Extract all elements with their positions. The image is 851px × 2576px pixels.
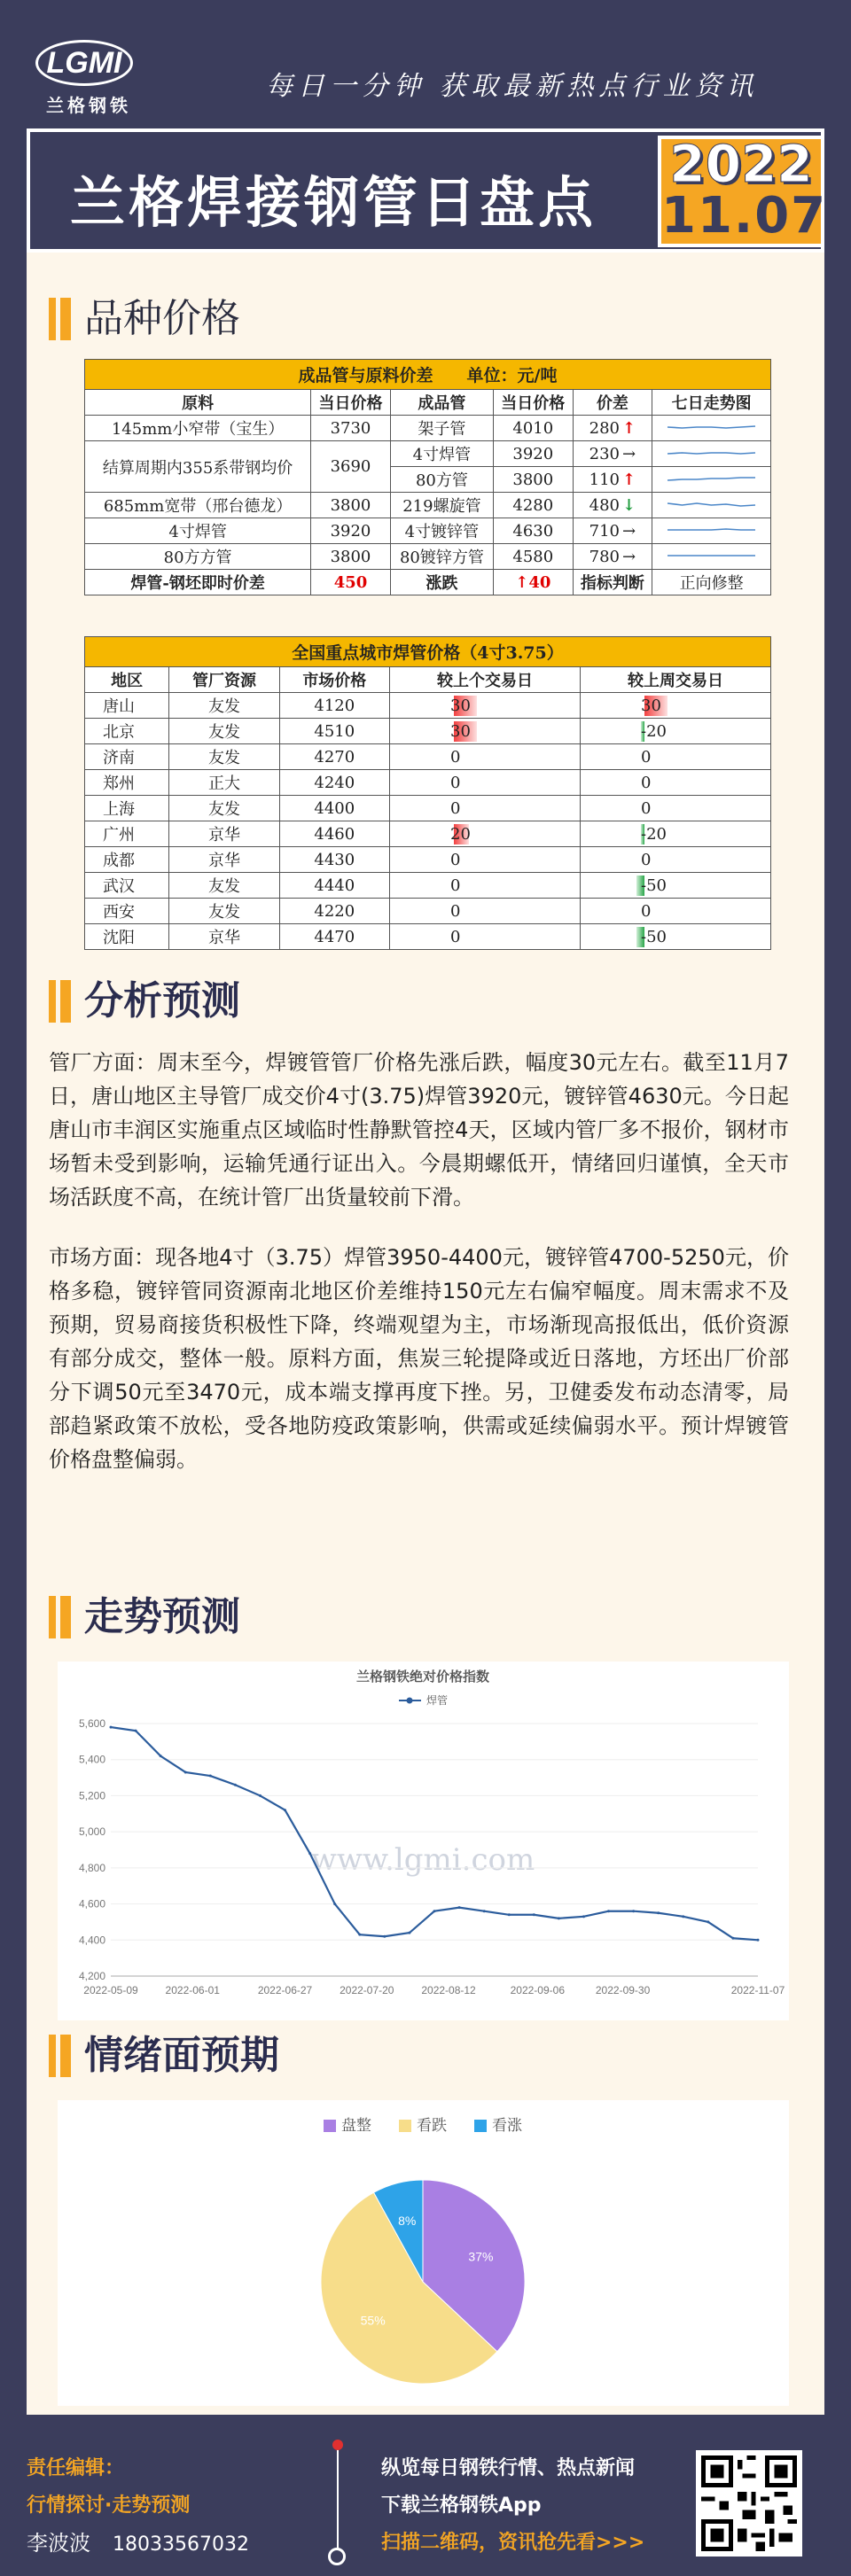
change-cell: [581, 693, 771, 719]
table-caption: 全国重点城市焊管价格（4寸3.75）: [85, 637, 771, 667]
column-header: 价差: [573, 390, 652, 416]
slice-label: 8%: [398, 2213, 417, 2228]
raw-price-cell: 3730: [311, 416, 391, 441]
mill-cell: 友发: [169, 796, 279, 821]
city-cell: 上海: [85, 796, 169, 821]
spread-cell: [573, 544, 652, 570]
price-cell: 4440: [279, 873, 389, 899]
data-point: [682, 1915, 684, 1918]
price-cell: 4220: [279, 899, 389, 924]
table-row: [85, 770, 771, 796]
change-cell: [390, 924, 581, 950]
change-cell: [581, 744, 771, 770]
change-value: 0: [450, 902, 461, 921]
raw-price-cell: 3920: [311, 518, 391, 544]
city-cell: 济南: [85, 744, 169, 770]
mill-cell: 友发: [169, 899, 279, 924]
sparkline-chart: [663, 495, 761, 515]
change-cell: [581, 847, 771, 873]
sparkline: [668, 529, 755, 530]
trend-arrow-icon: →: [622, 521, 636, 541]
change-value: 0: [450, 876, 461, 895]
date-badge: [658, 134, 828, 247]
table-row: [85, 441, 771, 467]
spread-value: 480: [589, 495, 621, 515]
mill-cell: 正大: [169, 770, 279, 796]
change-value: -20: [641, 825, 667, 844]
trend-arrow-icon: ↓: [622, 495, 636, 515]
product-cell: 架子管: [390, 416, 493, 441]
spread-table: [84, 359, 771, 595]
raw-price-cell: 3800: [311, 493, 391, 518]
sparkline-cell: [652, 416, 771, 441]
change-cell: [390, 873, 581, 899]
footer-judge-value: 正向修整: [652, 570, 771, 595]
editor-block: [27, 2450, 249, 2564]
footer-judge-label: 指标判断: [573, 570, 652, 595]
y-tick-label: 4,800: [78, 1861, 105, 1874]
sparkline-chart: [663, 418, 761, 438]
data-point: [707, 1920, 709, 1923]
table-row: [85, 899, 771, 924]
footer: [0, 2415, 851, 2576]
top-bar: [0, 0, 851, 124]
section-title: 情绪面预期: [84, 2033, 279, 2078]
legend-swatch: [399, 2120, 411, 2132]
change-value: 0: [641, 774, 652, 792]
table-row: [85, 518, 771, 544]
raw-price-cell: 3800: [311, 544, 391, 570]
footer-change-value: ↑40: [494, 570, 574, 595]
table-row: [85, 719, 771, 744]
column-header: 原料: [85, 390, 311, 416]
table-row: [85, 821, 771, 847]
data-point: [731, 1937, 734, 1940]
spread-value: 780: [589, 547, 621, 566]
date-day: 11.07: [661, 187, 828, 245]
slice-label: 37%: [468, 2249, 494, 2264]
section-bar-icon: [49, 1596, 70, 1638]
y-tick-label: 5,400: [78, 1753, 105, 1766]
x-tick-label: 2022-08-12: [421, 1984, 476, 1996]
product-cell: 80镀锌方管: [390, 544, 493, 570]
column-header: 七日走势图: [652, 390, 771, 416]
mill-cell: 友发: [169, 873, 279, 899]
data-point: [607, 1910, 610, 1912]
mill-cell: 友发: [169, 719, 279, 744]
page-title: 兰格焊接钢管日盘点: [70, 170, 597, 235]
data-point: [558, 1917, 560, 1919]
change-value: 0: [450, 851, 461, 869]
sparkline-cell: [652, 493, 771, 518]
mill-cell: 友发: [169, 744, 279, 770]
line-chart-svg: [58, 1662, 789, 2020]
city-price-table: [84, 636, 771, 950]
city-cell: 唐山: [85, 693, 169, 719]
table-row: [85, 873, 771, 899]
data-point: [508, 1913, 511, 1916]
x-tick-label: 2022-07-20: [340, 1984, 394, 1996]
city-cell: 西安: [85, 899, 169, 924]
change-value: 0: [641, 799, 652, 818]
column-header: 较上个交易日: [390, 667, 581, 693]
table-caption: 成品管与原料价差 单位：元/吨: [85, 360, 771, 390]
change-value: 0: [450, 799, 461, 818]
spread-cell: [573, 493, 652, 518]
change-cell: [581, 899, 771, 924]
sparkline: [668, 453, 755, 454]
table-row: [85, 416, 771, 441]
section-bar-icon: [49, 298, 70, 340]
city-cell: 北京: [85, 719, 169, 744]
trend-arrow-icon: ↑: [622, 470, 636, 489]
change-value: 0: [641, 902, 652, 921]
y-tick-label: 4,600: [78, 1897, 105, 1911]
sparkline: [668, 478, 755, 480]
sparkline-cell: [652, 441, 771, 467]
product-cell: 219螺旋管: [390, 493, 493, 518]
change-cell: [390, 693, 581, 719]
pie-chart-svg: [58, 2100, 789, 2406]
sparkline-chart: [663, 547, 761, 566]
qr-code-icon[interactable]: [696, 2450, 802, 2557]
price-cell: 4470: [279, 924, 389, 950]
y-tick-label: 5,200: [78, 1789, 105, 1802]
product-cell: 4寸焊管: [390, 441, 493, 467]
trend-chart: [58, 1662, 789, 2020]
data-point: [308, 1852, 311, 1855]
data-point: [209, 1775, 212, 1778]
analysis-mill: 管厂方面：周末至今，焊镀管管厂价格先涨后跌，幅度30元左右。截至11月7日，唐山地区主导管厂成交价4寸(3.75)焊管3920元，镀锌管4630元。今日起唐山市丰润区实施重点区域临时性静默管控4天，区域内管厂多不报价，钢材市场暂未受到影响，运输凭通行证出入。今晨期螺低开，情绪回归谨慎，全天市场活跃度不高，在统计管厂出货量较前下滑。: [49, 1050, 789, 1210]
spread-cell: [573, 416, 652, 441]
change-value: 30: [641, 697, 661, 715]
mill-cell: 京华: [169, 821, 279, 847]
spread-cell: [573, 441, 652, 467]
raw-material-cell: 结算周期内355系带钢均价: [85, 441, 311, 493]
column-header: 成品管: [390, 390, 493, 416]
divider: [337, 2446, 339, 2561]
x-tick-label: 2022-09-06: [510, 1984, 566, 1996]
product-cell: 80方管: [390, 467, 493, 493]
change-value: -20: [641, 722, 667, 741]
trend-arrow-icon: →: [622, 444, 636, 463]
promo-line-2: 下载兰格钢铁App: [381, 2494, 542, 2517]
data-point: [135, 1730, 137, 1732]
section-title: 品种价格: [84, 296, 240, 341]
product-price-cell: 4630: [494, 518, 574, 544]
column-header: 当日价格: [494, 390, 574, 416]
footer-value: 450: [311, 570, 391, 595]
table-header-row: [85, 667, 771, 693]
change-cell: [581, 796, 771, 821]
data-point: [234, 1784, 237, 1786]
sparkline: [668, 426, 755, 428]
logo-mark: LGMI: [35, 40, 133, 86]
sparkline-chart: [663, 521, 761, 541]
data-point: [657, 1911, 660, 1914]
legend-swatch: [474, 2120, 487, 2132]
change-cell: [581, 924, 771, 950]
data-point: [333, 1903, 336, 1905]
editor-role: 行情探讨·走势预测: [27, 2494, 191, 2517]
y-tick-label: 5,000: [78, 1825, 105, 1839]
promo-line-3[interactable]: 扫描二维码，资讯抢先看>>>: [381, 2532, 645, 2554]
x-tick-label: 2022-09-30: [595, 1984, 651, 1996]
change-value: -50: [641, 928, 667, 946]
chart-title: 兰格钢铁绝对价格指数: [355, 1669, 490, 1685]
city-cell: 郑州: [85, 770, 169, 796]
editor-phone: 18033567032: [113, 2533, 249, 2556]
change-cell: [581, 873, 771, 899]
data-point: [533, 1913, 535, 1916]
change-cell: [390, 796, 581, 821]
data-point: [408, 1932, 410, 1934]
column-header: 地区: [85, 667, 169, 693]
spread-cell: [573, 518, 652, 544]
table-row: [85, 744, 771, 770]
y-tick-label: 4,400: [78, 1934, 105, 1947]
section-bar-icon: [49, 2035, 70, 2077]
city-cell: 广州: [85, 821, 169, 847]
change-value: 0: [641, 748, 652, 767]
sparkline-cell: [652, 518, 771, 544]
raw-material-cell: 145mm小窄带（宝生）: [85, 416, 311, 441]
change-value: 0: [450, 928, 461, 946]
column-header: 市场价格: [279, 667, 389, 693]
data-point: [582, 1915, 585, 1918]
trend-arrow-icon: →: [622, 547, 636, 566]
price-cell: 4240: [279, 770, 389, 796]
data-point: [184, 1771, 187, 1773]
price-cell: 4270: [279, 744, 389, 770]
price-cell: 4430: [279, 847, 389, 873]
editor-label: 责任编辑：: [27, 2457, 125, 2479]
sparkline-chart: [663, 470, 761, 489]
change-cell: [390, 770, 581, 796]
editor-contact: [27, 2525, 249, 2564]
table-footer-row: [85, 570, 771, 595]
series-line: [111, 1727, 758, 1940]
data-point: [483, 1910, 486, 1912]
change-cell: [390, 719, 581, 744]
change-cell: [390, 899, 581, 924]
price-cell: 4510: [279, 719, 389, 744]
table-row: [85, 847, 771, 873]
x-tick-label: 2022-06-01: [165, 1984, 220, 1996]
spread-cell: [573, 467, 652, 493]
footer-label: 焊管-钢坯即时价差: [85, 570, 311, 595]
x-tick-label: 2022-06-27: [257, 1984, 313, 1996]
legend-marker: [407, 1698, 413, 1704]
change-value: 20: [450, 825, 471, 844]
change-value: 30: [450, 697, 471, 715]
city-cell: 武汉: [85, 873, 169, 899]
mill-cell: 京华: [169, 924, 279, 950]
spread-value: 280: [589, 418, 621, 438]
change-value: 30: [450, 722, 471, 741]
title-bar: [27, 128, 828, 253]
data-point: [259, 1794, 262, 1797]
price-cell: 4120: [279, 693, 389, 719]
mill-cell: 京华: [169, 847, 279, 873]
product-price-cell: 4010: [494, 416, 574, 441]
data-point: [284, 1809, 286, 1811]
pin-dot-icon: [332, 2440, 343, 2450]
slice-label: 55%: [360, 2313, 386, 2328]
legend-label: 焊管: [426, 1694, 449, 1707]
chart-watermark: www.lgmi.com: [310, 1842, 535, 1878]
section-bar-icon: [49, 980, 70, 1023]
price-cell: 4400: [279, 796, 389, 821]
footer-change-label: 涨跌: [390, 570, 493, 595]
trend-arrow-icon: ↑: [622, 418, 636, 438]
data-point: [458, 1906, 461, 1909]
change-value: -50: [641, 876, 667, 895]
legend-label: 看跌: [417, 2117, 447, 2135]
change-cell: [390, 744, 581, 770]
editor-name: 李波波: [27, 2531, 90, 2556]
sentiment-chart: [58, 2100, 789, 2406]
data-point: [632, 1910, 635, 1912]
y-tick-label: 5,600: [78, 1717, 105, 1730]
city-cell: 成都: [85, 847, 169, 873]
raw-material-cell: 4寸焊管: [85, 518, 311, 544]
column-header: 较上周交易日: [581, 667, 771, 693]
change-cell: [390, 821, 581, 847]
section-title: 走势预测: [84, 1594, 240, 1639]
x-tick-label: 2022-05-09: [83, 1984, 138, 1996]
table-row: [85, 493, 771, 518]
change-cell: [581, 770, 771, 796]
sparkline: [668, 503, 755, 506]
change-cell: [581, 719, 771, 744]
sparkline-cell: [652, 544, 771, 570]
raw-material-cell: 685mm宽带（邢台德龙）: [85, 493, 311, 518]
table-row: [85, 544, 771, 570]
pin-circle-icon: [328, 2548, 346, 2565]
product-price-cell: 4580: [494, 544, 574, 570]
data-point: [383, 1935, 386, 1938]
product-price-cell: 3800: [494, 467, 574, 493]
data-point: [433, 1910, 436, 1912]
change-cell: [390, 847, 581, 873]
data-point: [757, 1939, 760, 1942]
promo-line-1: 纵览每日钢铁行情、热点新闻: [381, 2457, 636, 2479]
table-row: [85, 924, 771, 950]
product-cell: 4寸镀锌管: [390, 518, 493, 544]
analysis-market: 市场方面：现各地4寸（3.75）焊管3950-4400元，镀锌管4700-5250元，价格多稳，镀锌管同资源南北地区价差维持150元左右偏窄幅度。周末需求不及预期，贸易商接货积极性下降，终端观望为主，市场渐现高报低出，低价资源有部分成交，整体一般。原料方面，焦炭三轮提降或近日落地，方坯出厂价部分下调50元至3470元，成本端支撑再度下挫。另，卫健委发布动态清零，局部趋紧政策不放松，受各地防疫政策影响，供需或延续偏弱水平。预计焊镀管价格盘整偏弱。: [49, 1245, 789, 1472]
table-header-row: [85, 390, 771, 416]
change-cell: [581, 821, 771, 847]
spread-value: 710: [589, 521, 621, 541]
data-point: [358, 1934, 361, 1936]
table-row: [85, 693, 771, 719]
product-price-cell: 4280: [494, 493, 574, 518]
raw-material-cell: 80方方管: [85, 544, 311, 570]
y-tick-label: 4,200: [78, 1970, 105, 1982]
raw-price-cell: 3690: [311, 441, 391, 493]
slogan: 每日一分钟 获取最新热点行业资讯: [266, 71, 759, 102]
legend-label: 盘整: [341, 2117, 371, 2135]
spread-value: 110: [589, 470, 621, 489]
column-header: 管厂资源: [169, 667, 279, 693]
change-value: 0: [641, 851, 652, 869]
data-point: [160, 1755, 162, 1757]
spread-value: 230: [589, 444, 621, 463]
column-header: 当日价格: [311, 390, 391, 416]
x-tick-label: 2022-11-07: [730, 1984, 785, 1996]
product-price-cell: 3920: [494, 441, 574, 467]
change-value: 0: [450, 748, 461, 767]
city-cell: 沈阳: [85, 924, 169, 950]
legend-label: 看涨: [492, 2117, 522, 2135]
date-year: 2022: [669, 134, 813, 194]
change-value: 0: [450, 774, 461, 792]
data-point: [110, 1726, 113, 1729]
logo-subtitle: 兰格钢铁: [46, 95, 131, 116]
price-cell: 4460: [279, 821, 389, 847]
brand-logo: [35, 40, 142, 115]
legend-swatch: [324, 2120, 336, 2132]
app-promo: [381, 2450, 644, 2562]
sparkline-chart: [663, 444, 761, 463]
table-row: [85, 796, 771, 821]
mill-cell: 友发: [169, 693, 279, 719]
section-title: 分析预测: [84, 978, 240, 1023]
sparkline-cell: [652, 467, 771, 493]
